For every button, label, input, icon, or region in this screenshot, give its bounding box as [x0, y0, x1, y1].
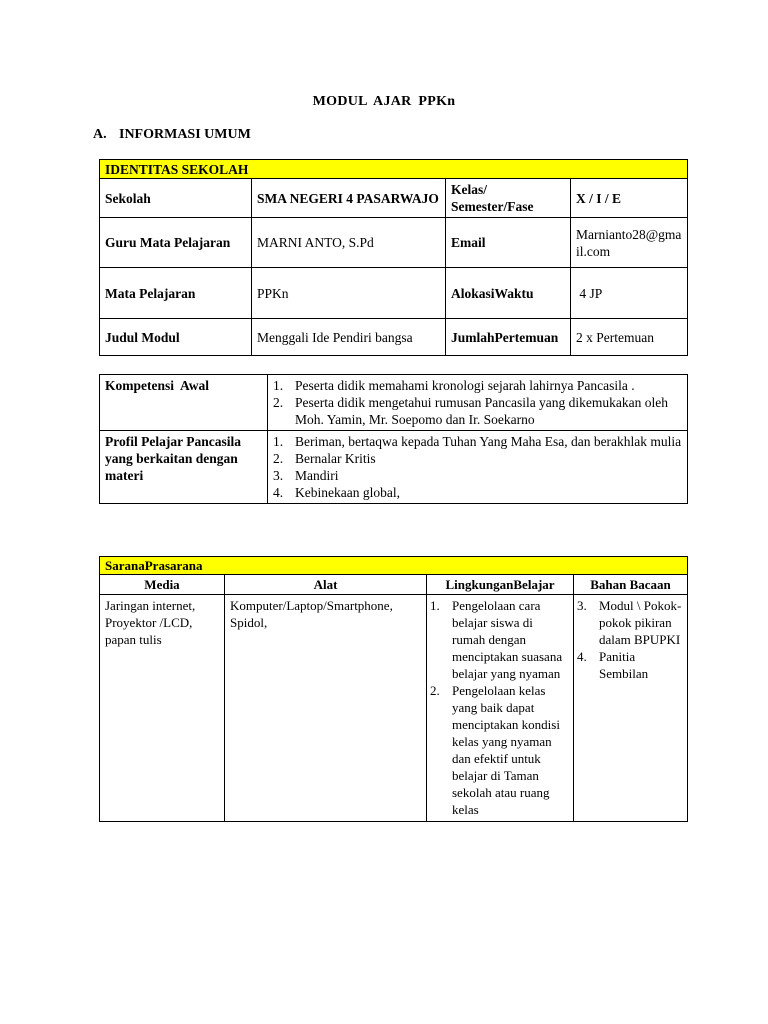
list-item-text: Beriman, bertaqwa kepada Tuhan Yang Maha Esa, dan berakhlak mulia [295, 434, 682, 449]
document-title: MODUL AJAR PPKn [312, 94, 456, 109]
list-item-text: Peserta didik memahami kronologi sejarah lahirnya Pancasila . [295, 378, 635, 393]
label-sekolah: Sekolah [100, 179, 252, 218]
value-mata-pelajaran: PPKn [252, 268, 446, 319]
sarana-prasarana-table [99, 556, 688, 822]
list-number: 1. [273, 434, 284, 449]
list-item-text: Mandiri [295, 468, 339, 483]
identitas-sekolah-table [99, 159, 688, 356]
list-item-text: Kebinekaan global, [295, 485, 400, 500]
table-row [100, 595, 688, 822]
column-header-media: Media [100, 575, 225, 595]
value-kelas-semester-fase: X / I / E [571, 179, 688, 218]
label-kelas-semester-fase: Kelas/ Semester/Fase [446, 179, 571, 218]
sarana-prasarana-header: SaranaPrasarana [100, 557, 688, 575]
identitas-sekolah-header: IDENTITAS SEKOLAH [100, 160, 688, 179]
list-item [273, 484, 682, 501]
value-jumlah-pertemuan: 2 x Pertemuan [571, 319, 688, 356]
column-header-alat: Alat [225, 575, 427, 595]
list-item [273, 433, 682, 450]
list-item [273, 377, 682, 394]
profil-pelajar-label: Profil Pelajar Pancasila yang berkaitan dengan materi [100, 431, 268, 504]
list-number: 2. [273, 395, 284, 410]
list-item [577, 648, 682, 682]
list-item [273, 394, 682, 428]
label-judul-modul: Judul Modul [100, 319, 252, 356]
list-item [577, 597, 682, 648]
list-item [430, 597, 568, 682]
table-row [100, 179, 688, 218]
table-row [100, 218, 688, 268]
section-title: INFORMASI UMUM [119, 127, 251, 142]
list-number: 2. [430, 683, 440, 698]
section-heading [93, 127, 251, 143]
kompetensi-awal-list [268, 375, 688, 431]
value-sekolah: SMA NEGERI 4 PASARWAJO [252, 179, 446, 218]
lingkungan-cell [427, 595, 574, 822]
value-alokasi-waktu: 4 JP [571, 268, 688, 319]
bahan-bacaan-cell [574, 595, 688, 822]
section-number: A. [93, 127, 107, 142]
list-number: 3. [577, 598, 587, 613]
kompetensi-awal-label: Kompetensi Awal [100, 375, 268, 431]
label-mata-pelajaran: Mata Pelajaran [100, 268, 252, 319]
table-header-row [100, 575, 688, 595]
label-email: Email [446, 218, 571, 268]
table-row [100, 319, 688, 356]
kompetensi-profil-table [99, 374, 688, 504]
list-number: 4. [273, 485, 284, 500]
list-item-text: Bernalar Kritis [295, 451, 376, 466]
list-item [430, 682, 568, 818]
media-cell: Jaringan internet, Proyektor /LCD, papan tulis [100, 595, 225, 822]
table-row [100, 375, 688, 431]
column-header-bahan: Bahan Bacaan [574, 575, 688, 595]
list-item [273, 450, 682, 467]
table-row [100, 431, 688, 504]
list-item-text: Modul \ Pokok-pokok pikiran dalam BPUPKI [599, 598, 682, 647]
list-item-text: Pengelolaan kelas yang baik dapat menciptakan kondisi kelas yang nyaman dan efektif untuk belajar di Taman sekolah atau ruang kelas [452, 683, 560, 817]
list-item-text: Peserta didik mengetahui rumusan Pancasila yang dikemukakan oleh Moh. Yamin, Mr. Soepomo dan Ir. Soekarno [295, 395, 669, 427]
label-jumlah-pertemuan: JumlahPertemuan [446, 319, 571, 356]
profil-pelajar-list [268, 431, 688, 504]
list-number: 3. [273, 468, 284, 483]
value-guru: MARNI ANTO, S.Pd [252, 218, 446, 268]
table-row [100, 268, 688, 319]
list-number: 4. [577, 649, 587, 664]
list-number: 2. [273, 451, 284, 466]
list-item-text: Panitia Sembilan [599, 649, 649, 681]
value-judul-modul: Menggali Ide Pendiri bangsa [252, 319, 446, 356]
column-header-lingkungan: LingkunganBelajar [427, 575, 574, 595]
list-number: 1. [430, 598, 440, 613]
list-number: 1. [273, 378, 284, 393]
list-item [273, 467, 682, 484]
alat-cell: Komputer/Laptop/Smartphone, Spidol, [225, 595, 427, 822]
list-item-text: Pengelolaan cara belajar siswa di rumah dengan menciptakan suasana belajar yang nyaman [452, 598, 563, 681]
label-alokasi-waktu: AlokasiWaktu [446, 268, 571, 319]
label-guru: Guru Mata Pelajaran [100, 218, 252, 268]
value-email: Marnianto28@gmail.com [571, 218, 688, 268]
